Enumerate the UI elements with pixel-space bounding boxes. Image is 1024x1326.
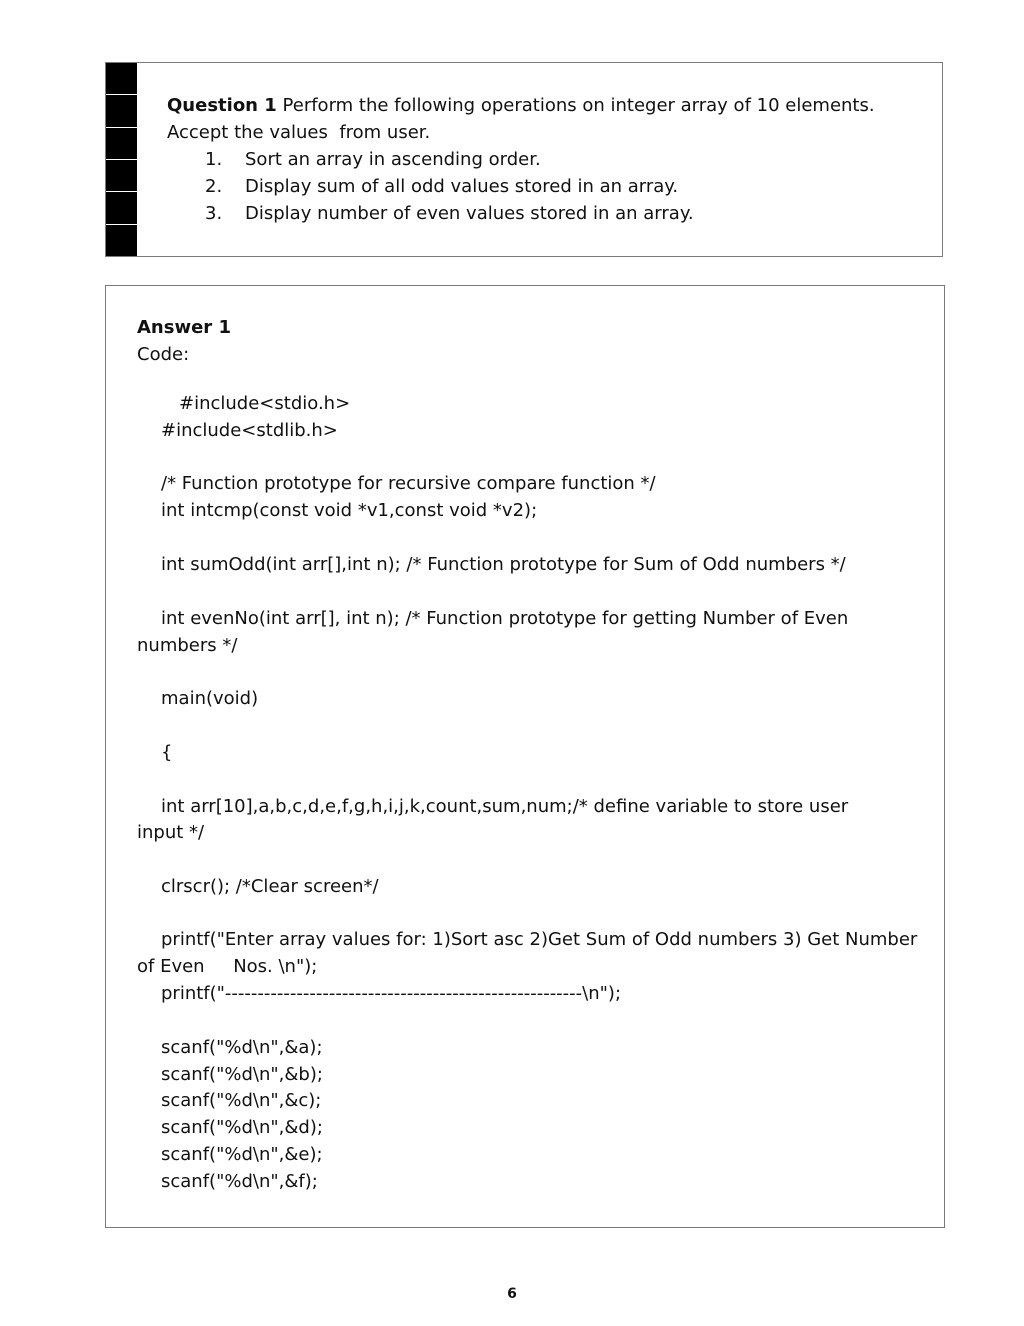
code-line: clrscr(); /*Clear screen*/	[161, 876, 379, 897]
question-item-text: Display sum of all odd values stored in an array.	[245, 176, 679, 197]
answer-box	[105, 285, 945, 1228]
code-line: scanf("%d\n",&c);	[161, 1090, 322, 1111]
code-line: numbers */	[137, 635, 238, 656]
code-line: scanf("%d\n",&d);	[161, 1117, 323, 1138]
answer-label: Answer 1	[137, 317, 231, 338]
code-line: main(void)	[161, 688, 259, 709]
code-line: int intcmp(const void *v1,const void *v2);	[161, 500, 538, 521]
question-item: 3. Display number of even values stored in an array.	[167, 200, 875, 227]
code-line: of Even Nos. \n");	[137, 956, 318, 977]
code-line: int evenNo(int arr[], int n); /* Function prototype for getting Number of Even	[161, 608, 849, 629]
code-line: scanf("%d\n",&e);	[161, 1144, 323, 1165]
code-line: printf("-------------------------------------------------------\n");	[161, 983, 622, 1004]
code-line: scanf("%d\n",&b);	[161, 1064, 323, 1085]
question-item-text: Display number of even values stored in an array.	[245, 203, 694, 224]
question-line-1	[167, 92, 875, 119]
code-label: Code:	[137, 344, 190, 365]
code-line: {	[161, 742, 173, 763]
code-line: int sumOdd(int arr[],int n); /* Function prototype for Sum of Odd numbers */	[161, 554, 846, 575]
code-line: #include<stdio.h>	[179, 393, 351, 414]
question-item: 1. Sort an array in ascending order.	[167, 146, 875, 173]
question-box	[105, 62, 943, 257]
question-label: Question 1	[167, 95, 277, 116]
code-line: scanf("%d\n",&a);	[161, 1037, 323, 1058]
question-side-bar	[106, 63, 137, 256]
page-number: 6	[507, 1286, 517, 1302]
code-line: input */	[137, 822, 205, 843]
question-item: 2. Display sum of all odd values stored in an array.	[167, 173, 875, 200]
code-line: #include<stdlib.h>	[161, 420, 338, 441]
question-text	[167, 92, 875, 227]
question-item-text: Sort an array in ascending order.	[245, 149, 541, 170]
code-line: printf("Enter array values for: 1)Sort asc 2)Get Sum of Odd numbers 3) Get Number	[161, 929, 918, 950]
question-line-2: Accept the values from user.	[167, 122, 431, 143]
question-statement: Perform the following operations on integer array of 10 elements.	[282, 95, 875, 116]
code-line: /* Function prototype for recursive compare function */	[161, 473, 656, 494]
code-line: scanf("%d\n",&f);	[161, 1171, 318, 1192]
code-line: int arr[10],a,b,c,d,e,f,g,h,i,j,k,count,sum,num;/* define variable to store user	[161, 796, 849, 817]
